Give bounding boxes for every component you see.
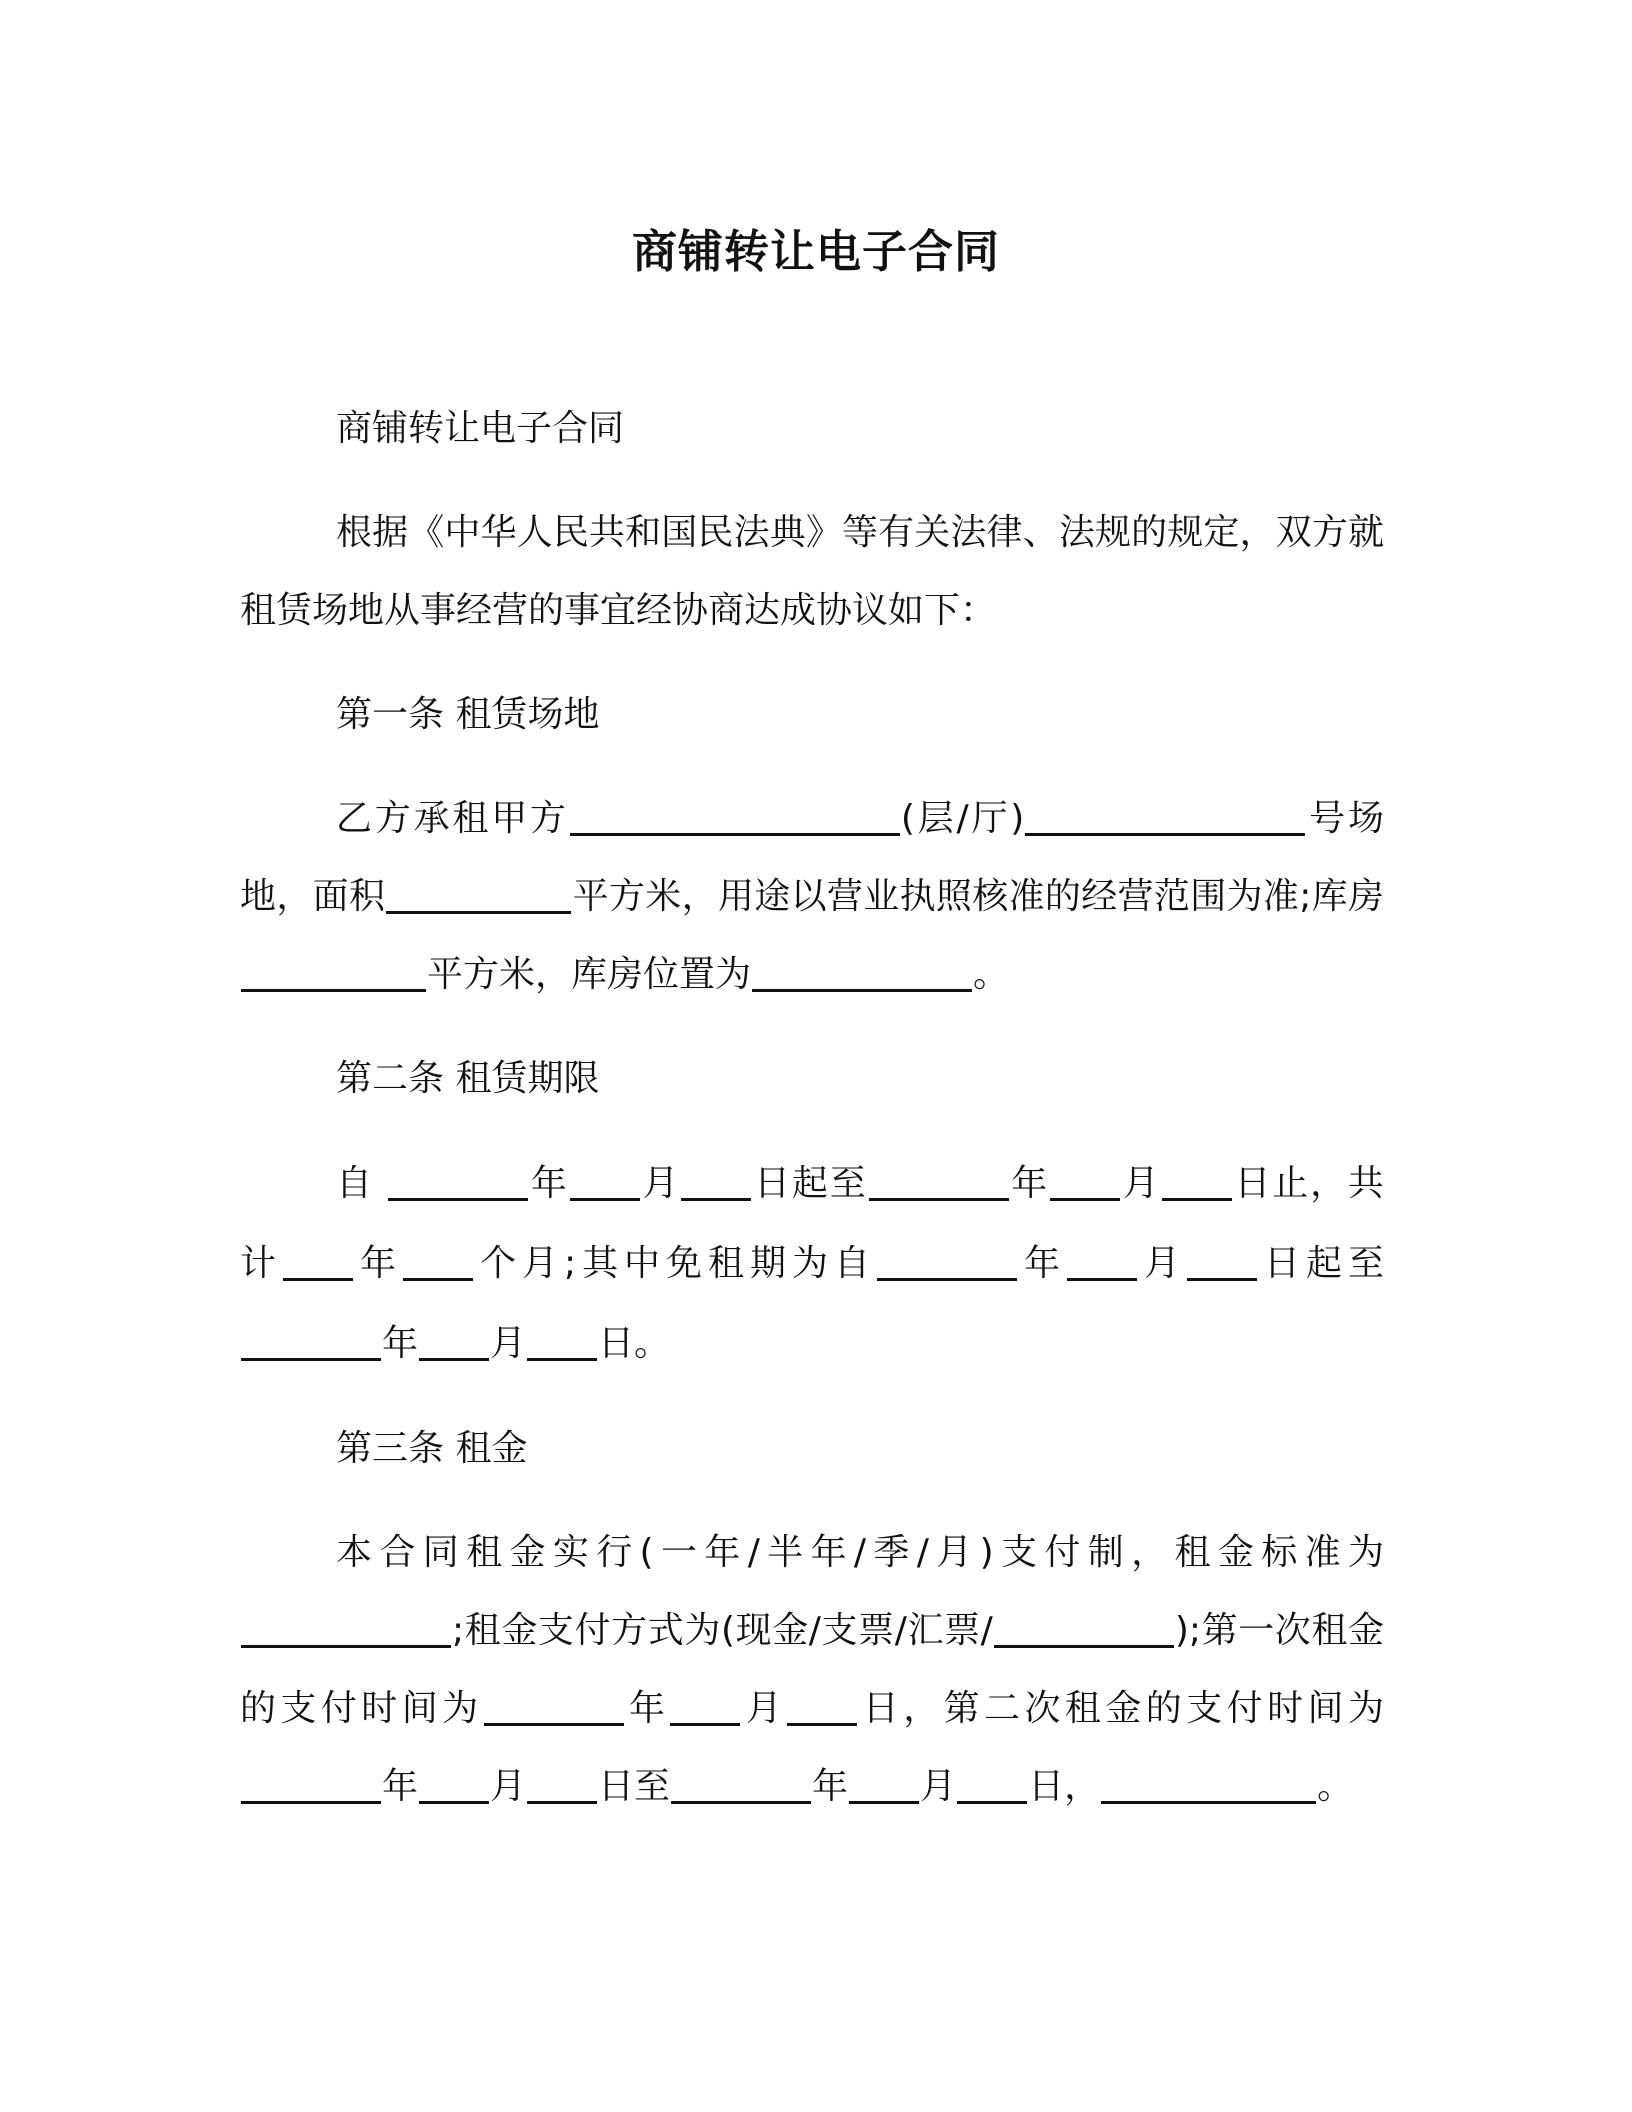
text-segment: 平方米，库房位置为 <box>427 954 752 995</box>
article-2-paragraph <box>240 1144 1384 1384</box>
fill-blank[interactable] <box>241 953 426 992</box>
text-segment: 日， <box>1028 1766 1101 1807</box>
fill-blank[interactable] <box>681 1162 751 1201</box>
fill-blank[interactable] <box>241 1322 381 1361</box>
text-segment: 日起至 <box>752 1163 868 1204</box>
text-segment: 月 <box>741 1688 787 1729</box>
intro-paragraph: 根据《中华人民共和国民法典》等有关法律、法规的规定，双方就租赁场地从事经营的事宜经协商达成协议如下： <box>240 512 1384 631</box>
text-segment: 日，第二次租金的支付时间为 <box>858 1688 1384 1729</box>
fill-blank[interactable] <box>869 1162 1009 1201</box>
text-segment: );第一次租金的支付时间为 <box>240 1610 1384 1729</box>
text-segment: 。 <box>1317 1766 1354 1807</box>
fill-blank[interactable] <box>877 1242 1017 1281</box>
fill-blank[interactable] <box>570 797 900 836</box>
fill-blank[interactable] <box>570 1162 640 1201</box>
fill-blank[interactable] <box>994 1609 1174 1648</box>
text-segment: 月 <box>1121 1163 1161 1204</box>
fill-blank[interactable] <box>388 1162 528 1201</box>
text-segment: 本合同租金实行(一年/半年/季/月)支付制，租金标准为 <box>336 1532 1384 1573</box>
text-segment: 年 <box>1009 1163 1050 1204</box>
fill-blank[interactable] <box>1025 797 1305 836</box>
fill-blank[interactable] <box>241 1609 451 1648</box>
text-segment: 日至 <box>598 1766 671 1807</box>
document-title: 商铺转让电子合同 <box>631 225 1000 278</box>
fill-blank[interactable] <box>1050 1162 1120 1201</box>
text-segment: 月 <box>640 1163 681 1204</box>
text-segment: 。 <box>973 954 1010 995</box>
fill-blank[interactable] <box>484 1687 624 1726</box>
fill-blank[interactable] <box>1101 1765 1316 1804</box>
fill-blank[interactable] <box>419 1765 489 1804</box>
fill-blank[interactable] <box>1067 1242 1137 1281</box>
fill-blank[interactable] <box>283 1242 353 1281</box>
fill-blank[interactable] <box>670 1687 740 1726</box>
text-segment: 月 <box>490 1323 527 1364</box>
text-segment: 年 <box>812 1766 849 1807</box>
text-segment: 月 <box>490 1766 527 1807</box>
fill-blank[interactable] <box>241 1765 381 1804</box>
fill-blank[interactable] <box>752 953 972 992</box>
fill-blank[interactable] <box>957 1765 1027 1804</box>
text-segment: 日。 <box>598 1323 671 1364</box>
text-segment: ;租金支付方式为(现金/支票/汇票/ <box>452 1610 993 1651</box>
fill-blank[interactable] <box>671 1765 811 1804</box>
text-segment: 年 <box>382 1766 419 1807</box>
subtitle: 商铺转让电子合同 <box>336 408 625 449</box>
text-segment: 月 <box>1137 1243 1186 1284</box>
text-segment: 平方米，用途以营业执照核准的经营范围为准;库房 <box>572 876 1384 917</box>
text-segment: 年 <box>382 1323 419 1364</box>
fill-blank[interactable] <box>419 1322 489 1361</box>
text-segment: 日起至 <box>1257 1243 1384 1284</box>
fill-blank[interactable] <box>527 1322 597 1361</box>
fill-blank[interactable] <box>1162 1162 1232 1201</box>
text-segment: 乙方承租甲方 <box>336 798 569 839</box>
fill-blank[interactable] <box>787 1687 857 1726</box>
text-segment: 月 <box>920 1766 957 1807</box>
fill-blank[interactable] <box>386 875 571 914</box>
fill-blank[interactable] <box>527 1765 597 1804</box>
text-segment: 年 <box>1018 1243 1066 1284</box>
text-segment: 年 <box>354 1243 402 1284</box>
text-segment: 个月;其中免租期为自 <box>473 1243 876 1284</box>
article-2-heading: 第二条 租赁期限 <box>336 1058 600 1099</box>
text-segment: 年 <box>624 1688 670 1729</box>
fill-blank[interactable] <box>403 1242 473 1281</box>
fill-blank[interactable] <box>849 1765 919 1804</box>
article-3-paragraph <box>240 1514 1384 1826</box>
text-segment: (层/厅) <box>900 798 1025 839</box>
article-3-heading: 第三条 租金 <box>336 1428 528 1469</box>
article-1-paragraph <box>240 780 1384 1014</box>
text-segment: 号场地，面积 <box>240 798 1384 917</box>
text-segment: 年 <box>529 1163 569 1204</box>
document-body <box>240 390 1384 1852</box>
fill-blank[interactable] <box>1187 1242 1257 1281</box>
article-1-heading: 第一条 租赁场地 <box>336 694 600 735</box>
text-segment: 日止，共计 <box>240 1163 1384 1284</box>
text-segment: 自 <box>336 1163 388 1204</box>
